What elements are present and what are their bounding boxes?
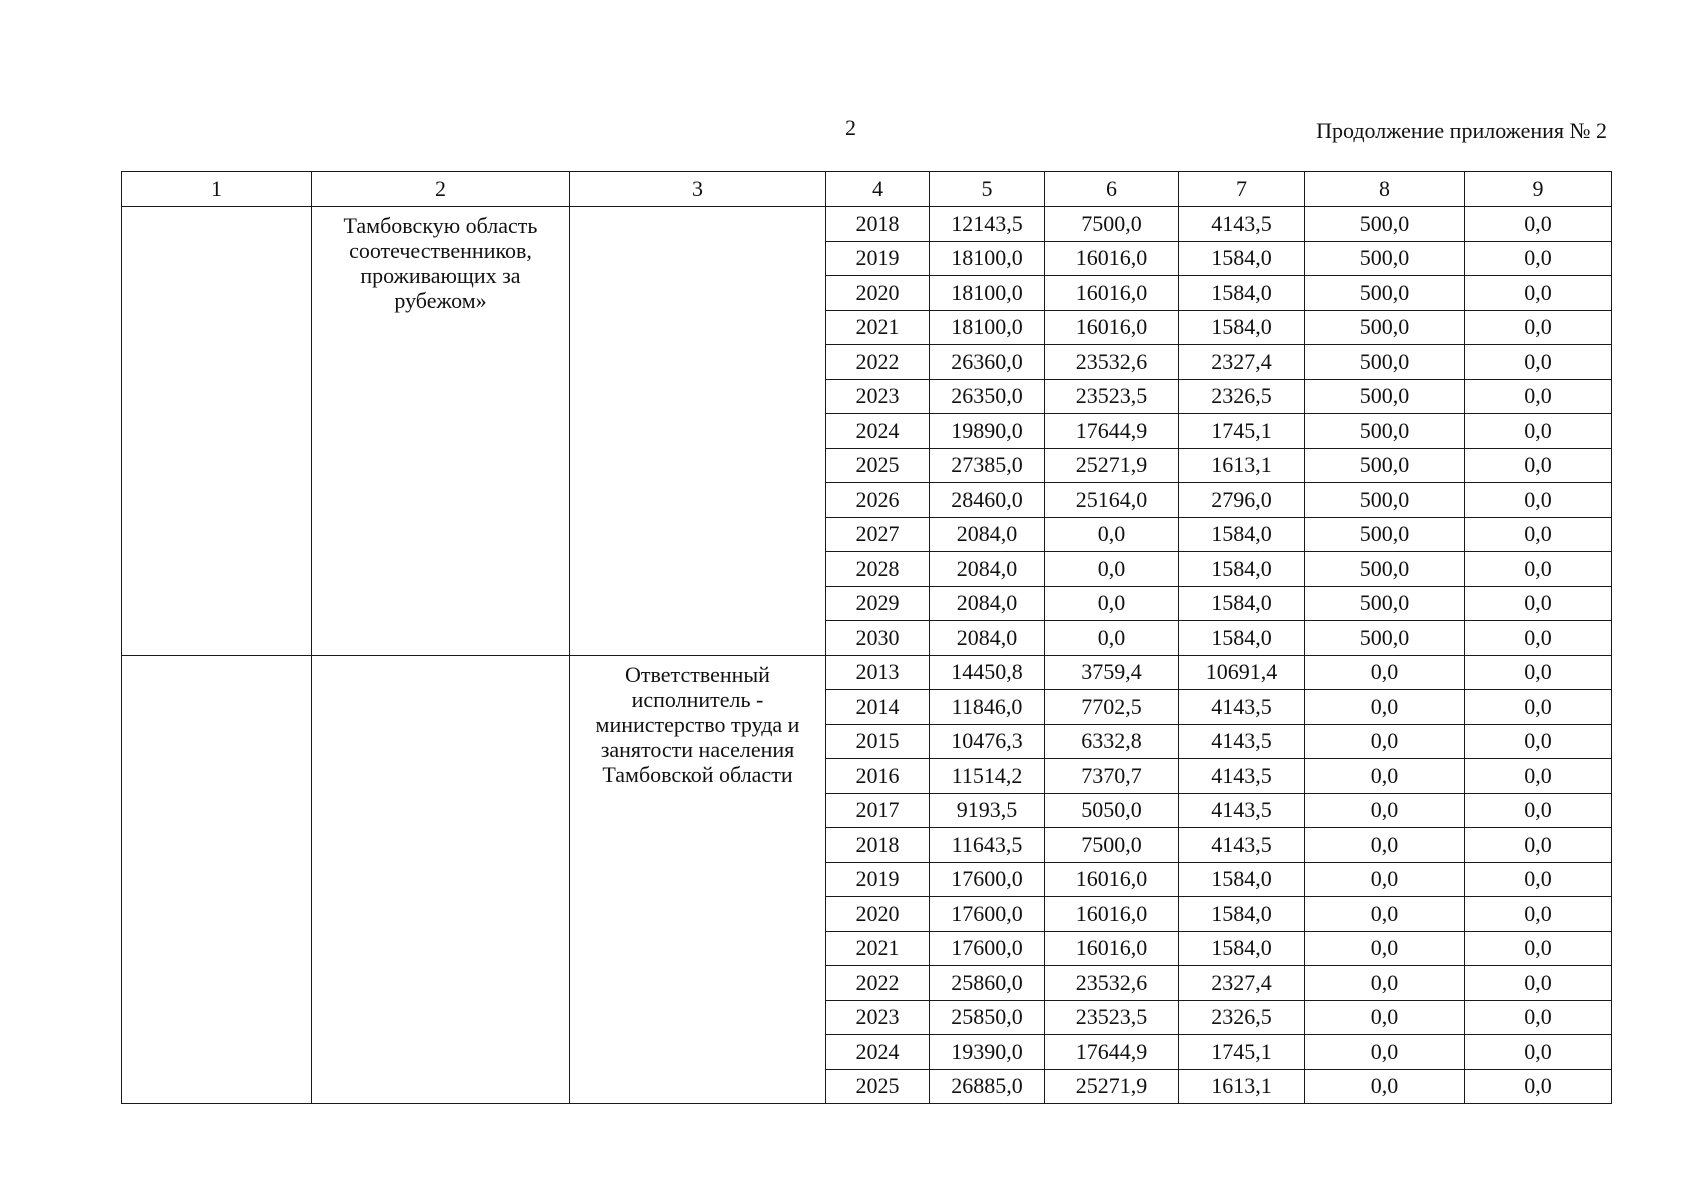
column-number-8: 8 bbox=[1305, 172, 1465, 207]
total-cell: 26350,0 bbox=[930, 379, 1045, 414]
other-cell: 0,0 bbox=[1465, 759, 1612, 794]
table-body bbox=[122, 172, 1612, 1104]
local-cell: 500,0 bbox=[1305, 379, 1465, 414]
total-cell: 25860,0 bbox=[930, 966, 1045, 1001]
other-cell: 0,0 bbox=[1465, 552, 1612, 587]
federal-cell: 16016,0 bbox=[1045, 276, 1179, 311]
other-cell: 0,0 bbox=[1465, 897, 1612, 932]
total-cell: 25850,0 bbox=[930, 1000, 1045, 1035]
local-cell: 0,0 bbox=[1305, 655, 1465, 690]
regional-cell: 1584,0 bbox=[1179, 276, 1305, 311]
column-number-6: 6 bbox=[1045, 172, 1179, 207]
local-cell: 500,0 bbox=[1305, 586, 1465, 621]
federal-cell: 25271,9 bbox=[1045, 448, 1179, 483]
regional-cell: 2326,5 bbox=[1179, 379, 1305, 414]
total-cell: 12143,5 bbox=[930, 207, 1045, 242]
year-cell: 2026 bbox=[826, 483, 930, 518]
total-cell: 26360,0 bbox=[930, 345, 1045, 380]
year-cell: 2021 bbox=[826, 310, 930, 345]
year-cell: 2024 bbox=[826, 1035, 930, 1070]
local-cell: 0,0 bbox=[1305, 690, 1465, 725]
block2-col1-cell bbox=[122, 655, 312, 1104]
federal-cell: 6332,8 bbox=[1045, 724, 1179, 759]
regional-cell: 4143,5 bbox=[1179, 724, 1305, 759]
local-cell: 500,0 bbox=[1305, 310, 1465, 345]
block2-executor-cell: Ответственный исполнитель - министерство труда и занятости населения Тамбовской области bbox=[570, 655, 826, 1104]
local-cell: 500,0 bbox=[1305, 276, 1465, 311]
total-cell: 11643,5 bbox=[930, 828, 1045, 863]
federal-cell: 7500,0 bbox=[1045, 828, 1179, 863]
regional-cell: 1584,0 bbox=[1179, 517, 1305, 552]
local-cell: 0,0 bbox=[1305, 1000, 1465, 1035]
column-number-4: 4 bbox=[826, 172, 930, 207]
year-cell: 2013 bbox=[826, 655, 930, 690]
regional-cell: 1584,0 bbox=[1179, 241, 1305, 276]
regional-cell: 1745,1 bbox=[1179, 1035, 1305, 1070]
federal-cell: 3759,4 bbox=[1045, 655, 1179, 690]
local-cell: 500,0 bbox=[1305, 414, 1465, 449]
local-cell: 500,0 bbox=[1305, 241, 1465, 276]
year-cell: 2014 bbox=[826, 690, 930, 725]
regional-cell: 4143,5 bbox=[1179, 793, 1305, 828]
total-cell: 2084,0 bbox=[930, 517, 1045, 552]
local-cell: 500,0 bbox=[1305, 517, 1465, 552]
other-cell: 0,0 bbox=[1465, 931, 1612, 966]
federal-cell: 23532,6 bbox=[1045, 345, 1179, 380]
federal-cell: 7500,0 bbox=[1045, 207, 1179, 242]
local-cell: 500,0 bbox=[1305, 345, 1465, 380]
total-cell: 2084,0 bbox=[930, 586, 1045, 621]
column-number-2: 2 bbox=[312, 172, 570, 207]
total-cell: 18100,0 bbox=[930, 241, 1045, 276]
other-cell: 0,0 bbox=[1465, 966, 1612, 1001]
year-cell: 2022 bbox=[826, 966, 930, 1001]
year-cell: 2021 bbox=[826, 931, 930, 966]
federal-cell: 0,0 bbox=[1045, 517, 1179, 552]
regional-cell: 1613,1 bbox=[1179, 1069, 1305, 1104]
total-cell: 18100,0 bbox=[930, 310, 1045, 345]
total-cell: 2084,0 bbox=[930, 621, 1045, 656]
other-cell: 0,0 bbox=[1465, 345, 1612, 380]
total-cell: 17600,0 bbox=[930, 931, 1045, 966]
federal-cell: 16016,0 bbox=[1045, 931, 1179, 966]
other-cell: 0,0 bbox=[1465, 414, 1612, 449]
regional-cell: 1584,0 bbox=[1179, 931, 1305, 966]
year-cell: 2016 bbox=[826, 759, 930, 794]
year-cell: 2018 bbox=[826, 828, 930, 863]
federal-cell: 25164,0 bbox=[1045, 483, 1179, 518]
other-cell: 0,0 bbox=[1465, 448, 1612, 483]
local-cell: 0,0 bbox=[1305, 931, 1465, 966]
total-cell: 19890,0 bbox=[930, 414, 1045, 449]
federal-cell: 0,0 bbox=[1045, 552, 1179, 587]
local-cell: 500,0 bbox=[1305, 207, 1465, 242]
column-number-1: 1 bbox=[122, 172, 312, 207]
total-cell: 17600,0 bbox=[930, 897, 1045, 932]
total-cell: 9193,5 bbox=[930, 793, 1045, 828]
block1-program-name-cell: Тамбовскую область соотечественников, проживающих за рубежом» bbox=[312, 207, 570, 656]
year-cell: 2029 bbox=[826, 586, 930, 621]
regional-cell: 4143,5 bbox=[1179, 207, 1305, 242]
federal-cell: 0,0 bbox=[1045, 621, 1179, 656]
year-cell: 2030 bbox=[826, 621, 930, 656]
local-cell: 500,0 bbox=[1305, 448, 1465, 483]
other-cell: 0,0 bbox=[1465, 379, 1612, 414]
regional-cell: 1584,0 bbox=[1179, 552, 1305, 587]
other-cell: 0,0 bbox=[1465, 655, 1612, 690]
column-number-3: 3 bbox=[570, 172, 826, 207]
total-cell: 10476,3 bbox=[930, 724, 1045, 759]
column-number-7: 7 bbox=[1179, 172, 1305, 207]
federal-cell: 17644,9 bbox=[1045, 1035, 1179, 1070]
total-cell: 18100,0 bbox=[930, 276, 1045, 311]
regional-cell: 2326,5 bbox=[1179, 1000, 1305, 1035]
year-cell: 2024 bbox=[826, 414, 930, 449]
local-cell: 0,0 bbox=[1305, 793, 1465, 828]
year-cell: 2019 bbox=[826, 241, 930, 276]
table-row bbox=[122, 655, 1612, 690]
federal-cell: 16016,0 bbox=[1045, 862, 1179, 897]
regional-cell: 1584,0 bbox=[1179, 862, 1305, 897]
funding-table bbox=[121, 171, 1612, 1104]
year-cell: 2023 bbox=[826, 379, 930, 414]
other-cell: 0,0 bbox=[1465, 793, 1612, 828]
federal-cell: 7370,7 bbox=[1045, 759, 1179, 794]
regional-cell: 10691,4 bbox=[1179, 655, 1305, 690]
federal-cell: 16016,0 bbox=[1045, 897, 1179, 932]
federal-cell: 17644,9 bbox=[1045, 414, 1179, 449]
other-cell: 0,0 bbox=[1465, 586, 1612, 621]
regional-cell: 4143,5 bbox=[1179, 690, 1305, 725]
local-cell: 0,0 bbox=[1305, 759, 1465, 794]
regional-cell: 1584,0 bbox=[1179, 586, 1305, 621]
other-cell: 0,0 bbox=[1465, 828, 1612, 863]
year-cell: 2015 bbox=[826, 724, 930, 759]
federal-cell: 16016,0 bbox=[1045, 310, 1179, 345]
local-cell: 0,0 bbox=[1305, 828, 1465, 863]
other-cell: 0,0 bbox=[1465, 1035, 1612, 1070]
other-cell: 0,0 bbox=[1465, 241, 1612, 276]
total-cell: 26885,0 bbox=[930, 1069, 1045, 1104]
local-cell: 500,0 bbox=[1305, 552, 1465, 587]
table-row bbox=[122, 207, 1612, 242]
federal-cell: 0,0 bbox=[1045, 586, 1179, 621]
regional-cell: 1745,1 bbox=[1179, 414, 1305, 449]
block1-executor-cell bbox=[570, 207, 826, 656]
year-cell: 2022 bbox=[826, 345, 930, 380]
regional-cell: 2327,4 bbox=[1179, 966, 1305, 1001]
federal-cell: 7702,5 bbox=[1045, 690, 1179, 725]
regional-cell: 1584,0 bbox=[1179, 897, 1305, 932]
total-cell: 11514,2 bbox=[930, 759, 1045, 794]
other-cell: 0,0 bbox=[1465, 1000, 1612, 1035]
other-cell: 0,0 bbox=[1465, 621, 1612, 656]
total-cell: 14450,8 bbox=[930, 655, 1045, 690]
total-cell: 11846,0 bbox=[930, 690, 1045, 725]
block1-col1-cell bbox=[122, 207, 312, 656]
regional-cell: 1584,0 bbox=[1179, 621, 1305, 656]
column-number-9: 9 bbox=[1465, 172, 1612, 207]
local-cell: 0,0 bbox=[1305, 862, 1465, 897]
local-cell: 500,0 bbox=[1305, 483, 1465, 518]
column-number-row bbox=[122, 172, 1612, 207]
regional-cell: 2327,4 bbox=[1179, 345, 1305, 380]
federal-cell: 23523,5 bbox=[1045, 1000, 1179, 1035]
year-cell: 2019 bbox=[826, 862, 930, 897]
year-cell: 2028 bbox=[826, 552, 930, 587]
regional-cell: 2796,0 bbox=[1179, 483, 1305, 518]
regional-cell: 4143,5 bbox=[1179, 828, 1305, 863]
other-cell: 0,0 bbox=[1465, 1069, 1612, 1104]
federal-cell: 23532,6 bbox=[1045, 966, 1179, 1001]
year-cell: 2017 bbox=[826, 793, 930, 828]
local-cell: 0,0 bbox=[1305, 966, 1465, 1001]
other-cell: 0,0 bbox=[1465, 517, 1612, 552]
other-cell: 0,0 bbox=[1465, 724, 1612, 759]
total-cell: 19390,0 bbox=[930, 1035, 1045, 1070]
year-cell: 2018 bbox=[826, 207, 930, 242]
local-cell: 0,0 bbox=[1305, 897, 1465, 932]
year-cell: 2020 bbox=[826, 897, 930, 932]
block2-program-name-cell bbox=[312, 655, 570, 1104]
total-cell: 17600,0 bbox=[930, 862, 1045, 897]
year-cell: 2023 bbox=[826, 1000, 930, 1035]
other-cell: 0,0 bbox=[1465, 207, 1612, 242]
column-number-5: 5 bbox=[930, 172, 1045, 207]
total-cell: 2084,0 bbox=[930, 552, 1045, 587]
other-cell: 0,0 bbox=[1465, 276, 1612, 311]
regional-cell: 1613,1 bbox=[1179, 448, 1305, 483]
local-cell: 500,0 bbox=[1305, 621, 1465, 656]
federal-cell: 5050,0 bbox=[1045, 793, 1179, 828]
regional-cell: 1584,0 bbox=[1179, 310, 1305, 345]
year-cell: 2027 bbox=[826, 517, 930, 552]
federal-cell: 16016,0 bbox=[1045, 241, 1179, 276]
regional-cell: 4143,5 bbox=[1179, 759, 1305, 794]
other-cell: 0,0 bbox=[1465, 483, 1612, 518]
local-cell: 0,0 bbox=[1305, 1035, 1465, 1070]
federal-cell: 23523,5 bbox=[1045, 379, 1179, 414]
appendix-continuation-label: Продолжение приложения № 2 bbox=[1316, 118, 1607, 143]
page-number: 2 bbox=[845, 115, 856, 140]
local-cell: 0,0 bbox=[1305, 724, 1465, 759]
total-cell: 27385,0 bbox=[930, 448, 1045, 483]
other-cell: 0,0 bbox=[1465, 862, 1612, 897]
total-cell: 28460,0 bbox=[930, 483, 1045, 518]
year-cell: 2025 bbox=[826, 1069, 930, 1104]
other-cell: 0,0 bbox=[1465, 690, 1612, 725]
federal-cell: 25271,9 bbox=[1045, 1069, 1179, 1104]
other-cell: 0,0 bbox=[1465, 310, 1612, 345]
year-cell: 2020 bbox=[826, 276, 930, 311]
local-cell: 0,0 bbox=[1305, 1069, 1465, 1104]
year-cell: 2025 bbox=[826, 448, 930, 483]
